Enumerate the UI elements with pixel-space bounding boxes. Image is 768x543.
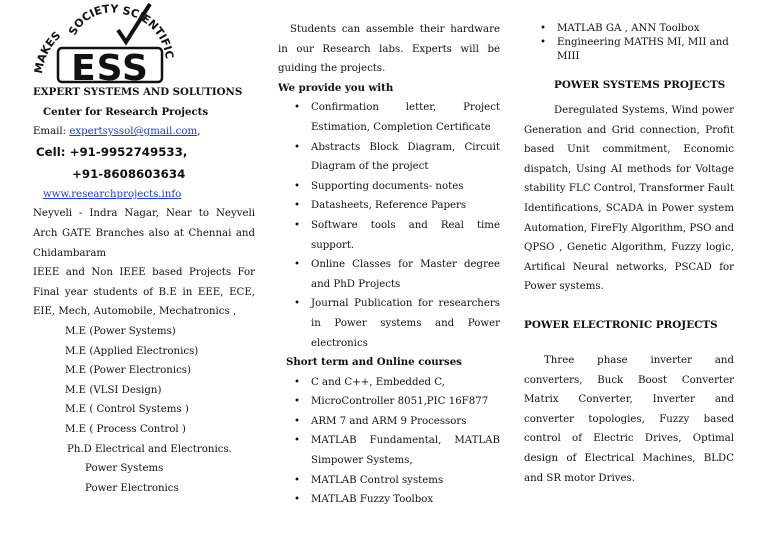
pe-heading: POWER ELECTRONIC PROJECTS	[524, 318, 718, 331]
intro-text: Students can assemble their hardware in our Research labs. Experts will be guiding the projects.	[278, 24, 500, 75]
short-list	[278, 373, 500, 510]
email-line	[33, 122, 255, 142]
phd-text: Ph.D Electrical and Electronics.	[67, 443, 232, 455]
logo-arc-right: SCIENTIFIC	[121, 4, 177, 60]
short-item: • MATLAB Fundamental, MATLAB Simpower Systems,	[278, 431, 500, 470]
logo-arc-mid: SOCIETY	[66, 2, 119, 38]
short-item: • ARM 7 and ARM 9 Processors	[278, 412, 500, 432]
org-center: Center for Research Projects	[43, 105, 209, 118]
short-item: • MATLAB Control systems	[278, 471, 500, 491]
projects-column	[524, 22, 734, 488]
logo-arc-left: MAKES	[31, 29, 64, 75]
address-text: Neyveli - Indra Nagar, Near to Neyveli Arch GATE Branches also at Chennai and Chidambaram	[33, 208, 255, 259]
pe-body: Three phase inverter and converters, Buck Boost Converter Matrix Converter, Inverter and converter topologies, Fuzzy based control of Electric Drives, Optimal design of Electrical Machines, BLDC and SR motor Drives.	[524, 354, 734, 484]
email-label: Email:	[33, 126, 70, 138]
me-item: M.E (VLSI Design)	[65, 384, 162, 396]
provide-item: • Online Classes for Master degree and PhD Projects	[278, 255, 500, 294]
short-item: • MATLAB Fuzzy Toolbox	[278, 490, 500, 510]
toolbox-item: • Engineering MATHS MI, MII and MIII	[524, 36, 734, 64]
provide-heading: We provide you with	[278, 81, 394, 94]
ps-heading: POWER SYSTEMS PROJECTS	[554, 79, 726, 91]
ess-logo	[30, 0, 180, 85]
short-heading: Short term and Online courses	[286, 356, 462, 369]
cell-secondary: +91-8608603634	[72, 166, 186, 181]
me-item: M.E (Power Systems)	[65, 325, 176, 337]
logo-mark: ESS	[71, 48, 149, 85]
cell-primary: Cell: +91-9952749533,	[36, 144, 188, 159]
short-item: • MicroController 8051,PIC 16F877	[278, 392, 500, 412]
org-name: EXPERT SYSTEMS AND SOLUTIONS	[33, 86, 243, 98]
services-column	[278, 20, 500, 510]
phd-list	[33, 459, 255, 498]
me-item: M.E (Applied Electronics)	[65, 345, 199, 357]
provide-item: • Journal Publication for researchers in Power systems and Power electronics	[278, 294, 500, 353]
provide-item: • Confirmation letter, Project Estimation, Completion Certificate	[278, 98, 500, 137]
provide-item: • Software tools and Real time support.	[278, 216, 500, 255]
me-item: M.E ( Process Control )	[65, 423, 186, 435]
me-item: M.E ( Control Systems )	[65, 404, 189, 416]
contact-column	[33, 0, 255, 498]
provide-item: • Datasheets, Reference Papers	[278, 196, 500, 216]
provide-item: • Supporting documents- notes	[278, 177, 500, 197]
me-list	[33, 322, 255, 440]
me-item: M.E (Power Electronics)	[65, 365, 192, 377]
website-link[interactable]: www.researchprojects.info	[43, 188, 182, 200]
provide-list	[278, 98, 500, 353]
email-suffix: ,	[197, 126, 201, 138]
ps-body: Deregulated Systems, Wind power Generation and Grid connection, Profit based Unit commitment, Economic dispatch, Using AI methods for Voltage stability FLC Control, Transformer Fault Identifications, SCADA in Power system Automation, FireFly Algorithm, PSO and QPSO , Genetic Algorithm, Fuzzy logic, Artifical Neural networks, PSCAD for Power systems.	[524, 105, 734, 293]
short-item: • C and C++, Embedded C,	[278, 373, 500, 393]
phd-item: Power Systems	[85, 463, 164, 475]
provide-item: • Abstracts Block Diagram, Circuit Diagram of the project	[278, 138, 500, 177]
ieee-text: IEEE and Non IEEE based Projects For Final year students of B.E in EEE, ECE, EIE, Mech, Automobile, Mechatronics ,	[33, 267, 255, 318]
email-link[interactable]: expertsyssol@gmail.com	[69, 126, 198, 138]
phd-item: Power Electronics	[85, 482, 179, 494]
cont-list	[524, 22, 734, 64]
toolbox-item: • MATLAB GA , ANN Toolbox	[524, 22, 734, 36]
